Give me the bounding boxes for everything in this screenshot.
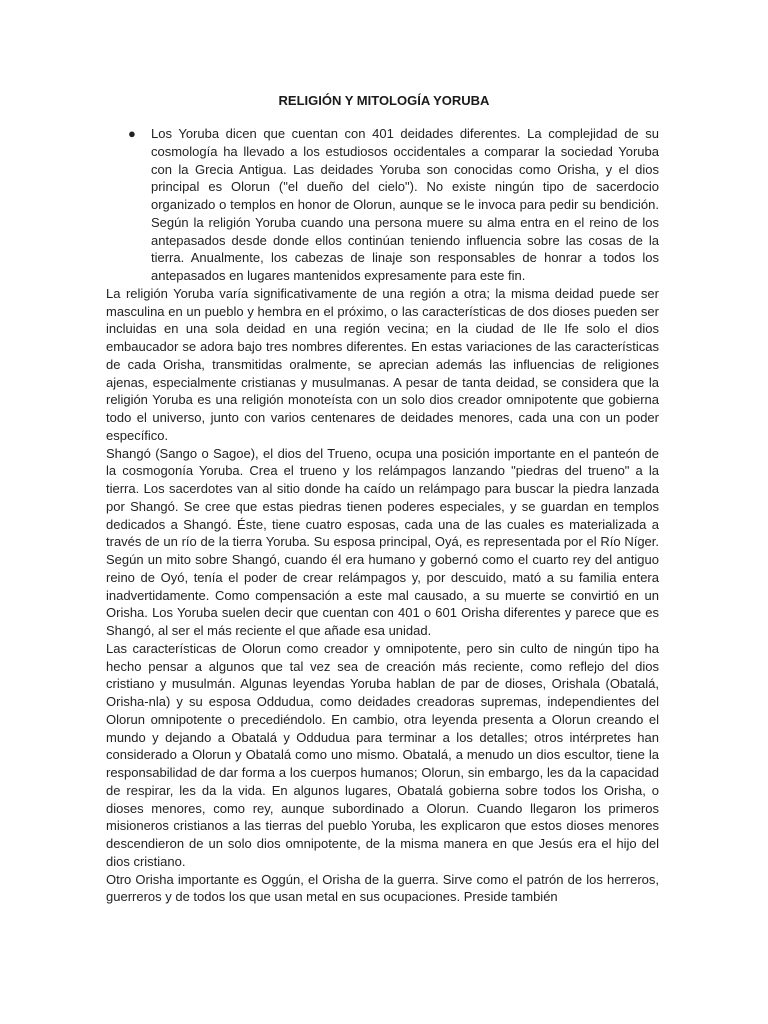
paragraph-olorun: Las características de Olorun como creador y omnipotente, pero sin culto de ningún tipo ha hecho pensar a algunos que tal vez sea de creación más reciente, como reflejo del dios cristiano y musulmán. Algunas leyendas Yoruba hablan de par de dioses, Orishala (Obatalá, Orisha-nla) y su esposa Oddudua, como deidades creadoras supremas, independientes del Olorun omnipotente o precediéndolo. En cambio, otra leyenda presenta a Olorun creando el mundo y dejando a Obatalá y Oddudua para terminar a los detalles; otros intérpretes han considerado a Olorun y Obatalá como uno mismo. Obatalá, a menudo un dios escultor, tiene la responsabilidad de dar forma a los cuerpos humanos; Olorun, sin embargo, les da la capacidad de respirar, les da la vida. En algunos lugares, Obatalá gobierna sobre todos los Orisha, o dioses menores, como rey, aunque subordinado a Olorun. Cuando llegaron los primeros misioneros cristianos a las tierras del pueblo Yoruba, les explicaron que estos dioses menores descendieron de un solo dios omnipotente, de la misma manera en que Jesús era el hijo del dios cristiano. [106, 640, 659, 869]
document-title: RELIGIÓN Y MITOLOGÍA YORUBA [278, 93, 490, 108]
bullet-list [106, 125, 659, 285]
document-body [106, 125, 659, 906]
paragraph-shango: Shangó (Sango o Sagoe), el dios del Trueno, ocupa una posición importante en el panteón de la cosmogonía Yoruba. Crea el trueno y los relámpagos lanzando "piedras del trueno" a la tierra. Los sacerdotes van al sitio donde ha caído un relámpago para buscar la piedra lanzada por Shangó. Se cree que estas piedras tienen poderes especiales, y se guardan en templos dedicados a Shangó. Éste, tiene cuatro esposas, cada una de las cuales es materializada a través de un río de la tierra Yoruba. Su esposa principal, Oyá, es representada por el Río Níger. Según un mito sobre Shangó, cuando él era humano y gobernó como el cuarto rey del antiguo reino de Oyó, tenía el poder de crear relámpagos y, por descuido, mató a su familia entera inadvertidamente. Como compensación a este mal causado, a su muerte se convirtió en un Orisha. Los Yoruba suelen decir que cuentan con 401 o 601 Orisha diferentes y parece que es Shangó, al ser el más reciente el que añade esa unidad. [106, 445, 659, 638]
paragraph-regional-variation: La religión Yoruba varía significativamente de una región a otra; la misma deidad puede ser masculina en un pueblo y hembra en el próximo, o las características de dos dioses pueden ser incluidas en una sola deidad en una región vecina; en la ciudad de Ile Ife solo el dios embaucador se adora bajo tres nombres diferentes. En estas variaciones de las características de cada Orisha, transmitidas oralmente, se aprecian además las influencias de religiones ajenas, especialmente cristianas y musulmanas. A pesar de tanta deidad, se considera que la religión Yoruba es una religión monoteísta con un solo dios creador omnipotente que gobierna todo el universo, junto con varios centenares de deidades menores, cada una con un poder específico. [106, 285, 659, 443]
bullet-text: Los Yoruba dicen que cuentan con 401 deidades diferentes. La complejidad de su cosmología ha llevado a los estudiosos occidentales a comparar la sociedad Yoruba con la Grecia Antigua. Las deidades Yoruba son conocidas como Orisha, y el dios principal es Olorun ("el dueño del cielo"). No existe ningún tipo de sacerdocio organizado o templos en honor de Olorun, aunque se le invoca para pedir su bendición. Según la religión Yoruba cuando una persona muere su alma entra en el reino de los antepasados desde donde ellos continúan teniendo influencia sobre las cosas de la tierra. Anualmente, los cabezas de linaje son responsables de honrar a todos los antepasados en lugares mantenidos expresamente para este fin. [151, 126, 659, 283]
bullet-dot-icon: ● [128, 126, 136, 141]
paragraph-oggun: Otro Orisha importante es Oggún, el Orisha de la guerra. Sirve como el patrón de los herreros, guerreros y de todos los que usan metal en sus ocupaciones. Preside también [106, 871, 659, 905]
bullet-item [106, 125, 659, 285]
